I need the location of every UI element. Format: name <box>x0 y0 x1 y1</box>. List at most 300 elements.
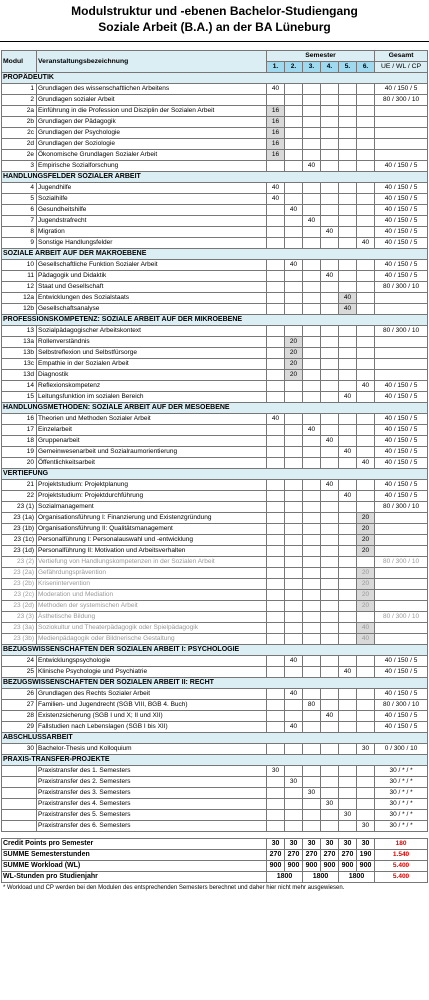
semester-3-value <box>303 227 321 238</box>
module-number: 10 <box>2 260 37 271</box>
semester-6-value: 20 <box>357 524 375 535</box>
semester-3-value <box>303 689 321 700</box>
semester-6-value <box>357 447 375 458</box>
semester-2-value <box>285 568 303 579</box>
section-title: HANDLUNGSMETHODEN: SOZIALE ARBEIT AUF DER MESOEBENE <box>2 403 428 414</box>
semester-1-value <box>267 260 285 271</box>
table-row <box>2 524 428 535</box>
semester-1-value: 40 <box>267 194 285 205</box>
semester-2-value <box>285 84 303 95</box>
semester-1-value: 16 <box>267 139 285 150</box>
module-title: Praxistransfer des 4. Semesters <box>37 799 267 810</box>
semester-2-value <box>285 227 303 238</box>
semester-6-value: 20 <box>357 590 375 601</box>
module-number: 29 <box>2 722 37 733</box>
semester-1-value: 16 <box>267 150 285 161</box>
module-title: Praxistransfer des 5. Semesters <box>37 810 267 821</box>
total-value: 80 / 300 / 10 <box>375 557 428 568</box>
semester-5-value <box>339 821 357 832</box>
table-row <box>2 744 428 755</box>
totals-row-wljahr <box>2 872 428 883</box>
module-number <box>2 766 37 777</box>
table-row <box>2 711 428 722</box>
semester-3-value <box>303 414 321 425</box>
semester-3-value <box>303 656 321 667</box>
semester-2-value <box>285 667 303 678</box>
module-title: Empirische Sozialforschung <box>37 161 267 172</box>
total-value <box>375 634 428 645</box>
semester-4-value <box>321 95 339 106</box>
semester-1-value <box>267 634 285 645</box>
semester-6-value <box>357 392 375 403</box>
semester-5-value: 40 <box>339 293 357 304</box>
total-value: 40 / 150 / 5 <box>375 711 428 722</box>
semester-6-value: 30 <box>357 821 375 832</box>
semester-3-value <box>303 799 321 810</box>
module-number: 23 (2b) <box>2 579 37 590</box>
semester-1-value <box>267 524 285 535</box>
semester-5-value <box>339 788 357 799</box>
semester-3-value <box>303 304 321 315</box>
total-value <box>375 513 428 524</box>
semester-5-value <box>339 216 357 227</box>
semester-5-value <box>339 425 357 436</box>
semester-3-value <box>303 348 321 359</box>
semester-3-value <box>303 370 321 381</box>
semester-1-value: 40 <box>267 84 285 95</box>
semester-5-value <box>339 326 357 337</box>
table-row <box>2 128 428 139</box>
module-number: 13a <box>2 337 37 348</box>
module-title: Sozialhilfe <box>37 194 267 205</box>
semester-4-value <box>321 260 339 271</box>
semester-2-value <box>285 535 303 546</box>
total-value: 40 / 150 / 5 <box>375 183 428 194</box>
semester-6-value <box>357 711 375 722</box>
semester-5-value <box>339 579 357 590</box>
semester-4-value <box>321 546 339 557</box>
total-value: 40 / 150 / 5 <box>375 722 428 733</box>
semester-4-value <box>321 205 339 216</box>
module-title: Entwicklungspsychologie <box>37 656 267 667</box>
semester-3-value <box>303 491 321 502</box>
module-number: 7 <box>2 216 37 227</box>
module-number: 19 <box>2 447 37 458</box>
semester-6-value <box>357 436 375 447</box>
semester-4-value <box>321 656 339 667</box>
semester-2-value <box>285 238 303 249</box>
semester-5-value <box>339 612 357 623</box>
semester-2-value <box>285 414 303 425</box>
totals-semester-3: 900 <box>303 861 321 872</box>
semester-5-value <box>339 337 357 348</box>
semester-5-value <box>339 513 357 524</box>
semester-6-value <box>357 106 375 117</box>
module-title: Personalführung I: Personalauswahl und -entwicklung <box>37 535 267 546</box>
total-value <box>375 139 428 150</box>
semester-4-value <box>321 502 339 513</box>
semester-2-value <box>285 326 303 337</box>
semester-1-value <box>267 359 285 370</box>
semester-6-value <box>357 150 375 161</box>
semester-3-header: 3. <box>303 62 321 73</box>
semester-1-value: 40 <box>267 414 285 425</box>
totals-label: Credit Points pro Semester <box>2 839 267 850</box>
total-value: 40 / 150 / 5 <box>375 381 428 392</box>
semester-2-value: 20 <box>285 370 303 381</box>
totals-sum: 5.400 <box>375 861 428 872</box>
semester-3-value <box>303 766 321 777</box>
table-row <box>2 612 428 623</box>
semester-4-header: 4. <box>321 62 339 73</box>
semester-1-value <box>267 491 285 502</box>
semester-5-value <box>339 568 357 579</box>
semester-2-value <box>285 513 303 524</box>
semester-1-value <box>267 370 285 381</box>
semester-3-value <box>303 150 321 161</box>
module-title: Migration <box>37 227 267 238</box>
totals-semester-6: 30 <box>357 839 375 850</box>
semester-1-value <box>267 568 285 579</box>
semester-3-value <box>303 381 321 392</box>
semester-3-value <box>303 623 321 634</box>
semester-4-value <box>321 579 339 590</box>
module-title: Empathie in der Sozialen Arbeit <box>37 359 267 370</box>
semester-6-value: 40 <box>357 458 375 469</box>
totals-label: WL-Stunden pro Studienjahr <box>2 872 267 883</box>
total-value <box>375 128 428 139</box>
semester-3-value <box>303 590 321 601</box>
module-number: 23 (1b) <box>2 524 37 535</box>
semester-6-value <box>357 205 375 216</box>
totals-semester-3: 30 <box>303 839 321 850</box>
module-title: Soziokultur und Theaterpädagogik oder Spielpädagogik <box>37 623 267 634</box>
table-row <box>2 348 428 359</box>
semester-1-value: 30 <box>267 766 285 777</box>
semester-2-value <box>285 623 303 634</box>
semester-3-value <box>303 117 321 128</box>
totals-sum: 180 <box>375 839 428 850</box>
module-title: Staat und Gesellschaft <box>37 282 267 293</box>
semester-4-value <box>321 788 339 799</box>
semester-4-value <box>321 392 339 403</box>
module-number: 23 (1d) <box>2 546 37 557</box>
semester-1-value <box>267 348 285 359</box>
module-title: Gruppenarbeit <box>37 436 267 447</box>
table-row <box>2 271 428 282</box>
semester-5-value <box>339 777 357 788</box>
semester-4-value: 40 <box>321 227 339 238</box>
semester-2-value <box>285 381 303 392</box>
semester-4-value <box>321 689 339 700</box>
module-title: Gemeinwesenarbeit und Sozialraumorientierung <box>37 447 267 458</box>
semester-4-value <box>321 557 339 568</box>
total-value: 80 / 300 / 10 <box>375 282 428 293</box>
table-row <box>2 623 428 634</box>
semester-2-value <box>285 579 303 590</box>
semester-4-value <box>321 128 339 139</box>
semester-1-value <box>267 95 285 106</box>
semester-4-value <box>321 304 339 315</box>
module-title: Praxistransfer des 3. Semesters <box>37 788 267 799</box>
semester-6-value <box>357 337 375 348</box>
module-title: Grundlagen der Psychologie <box>37 128 267 139</box>
column-header-semester: Semester <box>267 51 375 62</box>
semester-2-value <box>285 458 303 469</box>
total-value <box>375 579 428 590</box>
semester-5-value <box>339 601 357 612</box>
semester-6-value <box>357 271 375 282</box>
semester-5-value <box>339 271 357 282</box>
module-title: Praxistransfer des 6. Semesters <box>37 821 267 832</box>
total-value: 40 / 150 / 5 <box>375 194 428 205</box>
semester-4-value: 40 <box>321 480 339 491</box>
semester-6-header: 6. <box>357 62 375 73</box>
semester-6-value <box>357 425 375 436</box>
module-title: Gefährdungsprävention <box>37 568 267 579</box>
semester-5-value <box>339 700 357 711</box>
total-value: 30 / * / * <box>375 788 428 799</box>
module-number: 13c <box>2 359 37 370</box>
semester-5-value <box>339 458 357 469</box>
semester-4-value <box>321 293 339 304</box>
semester-4-value <box>321 667 339 678</box>
module-number: 14 <box>2 381 37 392</box>
semester-2-value: 40 <box>285 689 303 700</box>
semester-5-value <box>339 117 357 128</box>
semester-1-value <box>267 205 285 216</box>
total-value <box>375 337 428 348</box>
semester-2-value <box>285 425 303 436</box>
semester-1-value: 16 <box>267 106 285 117</box>
module-title: Leitungsfunktion im sozialen Bereich <box>37 392 267 403</box>
table-row <box>2 480 428 491</box>
module-number: 23 (1) <box>2 502 37 513</box>
semester-6-value: 20 <box>357 535 375 546</box>
semester-3-value <box>303 546 321 557</box>
semester-5-value <box>339 436 357 447</box>
module-number: 6 <box>2 205 37 216</box>
totals-semester-4: 900 <box>321 861 339 872</box>
section-title: BEZUGSWISSENSCHAFTEN DER SOZIALEN ARBEIT I: PSYCHOLOGIE <box>2 645 428 656</box>
semester-5-value: 40 <box>339 447 357 458</box>
column-header-name: Veranstaltungsbezeichnung <box>37 51 267 73</box>
totals-semester-4: 30 <box>321 839 339 850</box>
total-value: 0 / 300 / 10 <box>375 744 428 755</box>
module-number: 2 <box>2 95 37 106</box>
total-value: 40 / 150 / 5 <box>375 458 428 469</box>
semester-1-value <box>267 788 285 799</box>
module-title: Jugendstrafrecht <box>37 216 267 227</box>
semester-5-value <box>339 502 357 513</box>
semester-2-value <box>285 271 303 282</box>
semester-5-value: 30 <box>339 810 357 821</box>
module-number: 21 <box>2 480 37 491</box>
table-row <box>2 95 428 106</box>
module-number: 12b <box>2 304 37 315</box>
table-row <box>2 766 428 777</box>
semester-6-value: 30 <box>357 744 375 755</box>
module-number: 17 <box>2 425 37 436</box>
totals-year-3: 1800 <box>339 872 375 883</box>
total-value: 40 / 150 / 5 <box>375 271 428 282</box>
semester-1-value <box>267 744 285 755</box>
semester-6-value <box>357 788 375 799</box>
module-number: 20 <box>2 458 37 469</box>
module-title: Gesundheitshilfe <box>37 205 267 216</box>
section-title: PROFESSIONSKOMPETENZ: SOZIALE ARBEIT AUF DER MIKROEBENE <box>2 315 428 326</box>
semester-6-value <box>357 128 375 139</box>
semester-1-value <box>267 304 285 315</box>
total-value <box>375 106 428 117</box>
module-title: Grundlagen der Pädagogik <box>37 117 267 128</box>
totals-label: SUMME Workload (WL) <box>2 861 267 872</box>
semester-1-value <box>267 546 285 557</box>
semester-3-value <box>303 139 321 150</box>
semester-5-value <box>339 95 357 106</box>
total-value <box>375 293 428 304</box>
semester-5-value <box>339 590 357 601</box>
semester-1-value: 16 <box>267 128 285 139</box>
semester-1-value <box>267 656 285 667</box>
semester-5-value <box>339 535 357 546</box>
semester-6-value <box>357 117 375 128</box>
semester-2-value <box>285 557 303 568</box>
column-header-gesamt: Gesamt <box>375 51 428 62</box>
module-title: Entwicklungen des Sozialstaats <box>37 293 267 304</box>
semester-3-value <box>303 282 321 293</box>
semester-1-value <box>267 810 285 821</box>
semester-3-value <box>303 502 321 513</box>
semester-2-value <box>285 304 303 315</box>
total-value: 40 / 150 / 5 <box>375 491 428 502</box>
semester-1-value <box>267 623 285 634</box>
semester-6-value <box>357 216 375 227</box>
module-number: 4 <box>2 183 37 194</box>
semester-6-value <box>357 348 375 359</box>
semester-3-value <box>303 293 321 304</box>
semester-3-value <box>303 722 321 733</box>
semester-6-value <box>357 700 375 711</box>
table-row <box>2 293 428 304</box>
totals-semester-5: 30 <box>339 839 357 850</box>
semester-5-value <box>339 370 357 381</box>
semester-5-value <box>339 205 357 216</box>
semester-4-value <box>321 568 339 579</box>
semester-6-value <box>357 612 375 623</box>
semester-3-value <box>303 326 321 337</box>
totals-semester-4: 270 <box>321 850 339 861</box>
semester-6-value <box>357 304 375 315</box>
module-title: Gesellschaftliche Funktion Sozialer Arbeit <box>37 260 267 271</box>
semester-3-value <box>303 777 321 788</box>
semester-2-value <box>285 150 303 161</box>
module-title: Grundlagen der Soziologie <box>37 139 267 150</box>
semester-3-value <box>303 612 321 623</box>
semester-4-value <box>321 491 339 502</box>
semester-4-value: 40 <box>321 711 339 722</box>
module-number: 2b <box>2 117 37 128</box>
semester-2-value <box>285 601 303 612</box>
semester-2-value <box>285 766 303 777</box>
total-value <box>375 348 428 359</box>
semester-3-value <box>303 535 321 546</box>
semester-5-value <box>339 557 357 568</box>
total-value: 40 / 150 / 5 <box>375 227 428 238</box>
module-number: 23 (2d) <box>2 601 37 612</box>
semester-3-value <box>303 513 321 524</box>
module-number: 12 <box>2 282 37 293</box>
semester-4-value <box>321 161 339 172</box>
total-value <box>375 524 428 535</box>
table-row <box>2 535 428 546</box>
semester-6-value: 40 <box>357 381 375 392</box>
semester-1-value <box>267 535 285 546</box>
module-number: 23 (3a) <box>2 623 37 634</box>
semester-5-value <box>339 656 357 667</box>
module-number: 8 <box>2 227 37 238</box>
totals-row-workload <box>2 861 428 872</box>
semester-5-value <box>339 766 357 777</box>
table-row <box>2 106 428 117</box>
module-title: Sozialmanagement <box>37 502 267 513</box>
module-number <box>2 777 37 788</box>
section-row <box>2 73 428 84</box>
module-title: Rollenverständnis <box>37 337 267 348</box>
semester-2-header: 2. <box>285 62 303 73</box>
semester-3-value: 80 <box>303 700 321 711</box>
module-title: Krisenintervention <box>37 579 267 590</box>
semester-6-value <box>357 414 375 425</box>
semester-6-value: 20 <box>357 513 375 524</box>
module-number: 2d <box>2 139 37 150</box>
semester-2-value <box>285 447 303 458</box>
semester-5-value: 40 <box>339 491 357 502</box>
totals-label: SUMME Semesterstunden <box>2 850 267 861</box>
table-row <box>2 370 428 381</box>
semester-6-value <box>357 161 375 172</box>
semester-4-value <box>321 381 339 392</box>
module-number: 16 <box>2 414 37 425</box>
semester-1-value <box>267 557 285 568</box>
total-value <box>375 150 428 161</box>
total-value <box>375 623 428 634</box>
module-number: 1 <box>2 84 37 95</box>
module-number <box>2 788 37 799</box>
semester-2-value <box>285 106 303 117</box>
semester-5-value <box>339 524 357 535</box>
semester-3-value <box>303 480 321 491</box>
semester-3-value <box>303 359 321 370</box>
semester-5-value <box>339 634 357 645</box>
total-value: 30 / * / * <box>375 766 428 777</box>
table-row <box>2 579 428 590</box>
totals-row-credit <box>2 839 428 850</box>
semester-4-value <box>321 524 339 535</box>
semester-3-value <box>303 711 321 722</box>
section-row <box>2 733 428 744</box>
table-row <box>2 568 428 579</box>
semester-6-value <box>357 656 375 667</box>
semester-1-value <box>267 799 285 810</box>
semester-2-value <box>285 436 303 447</box>
table-row <box>2 359 428 370</box>
semester-4-value <box>321 722 339 733</box>
module-number: 18 <box>2 436 37 447</box>
module-title: Moderation und Mediation <box>37 590 267 601</box>
semester-3-value <box>303 436 321 447</box>
semester-3-value <box>303 128 321 139</box>
